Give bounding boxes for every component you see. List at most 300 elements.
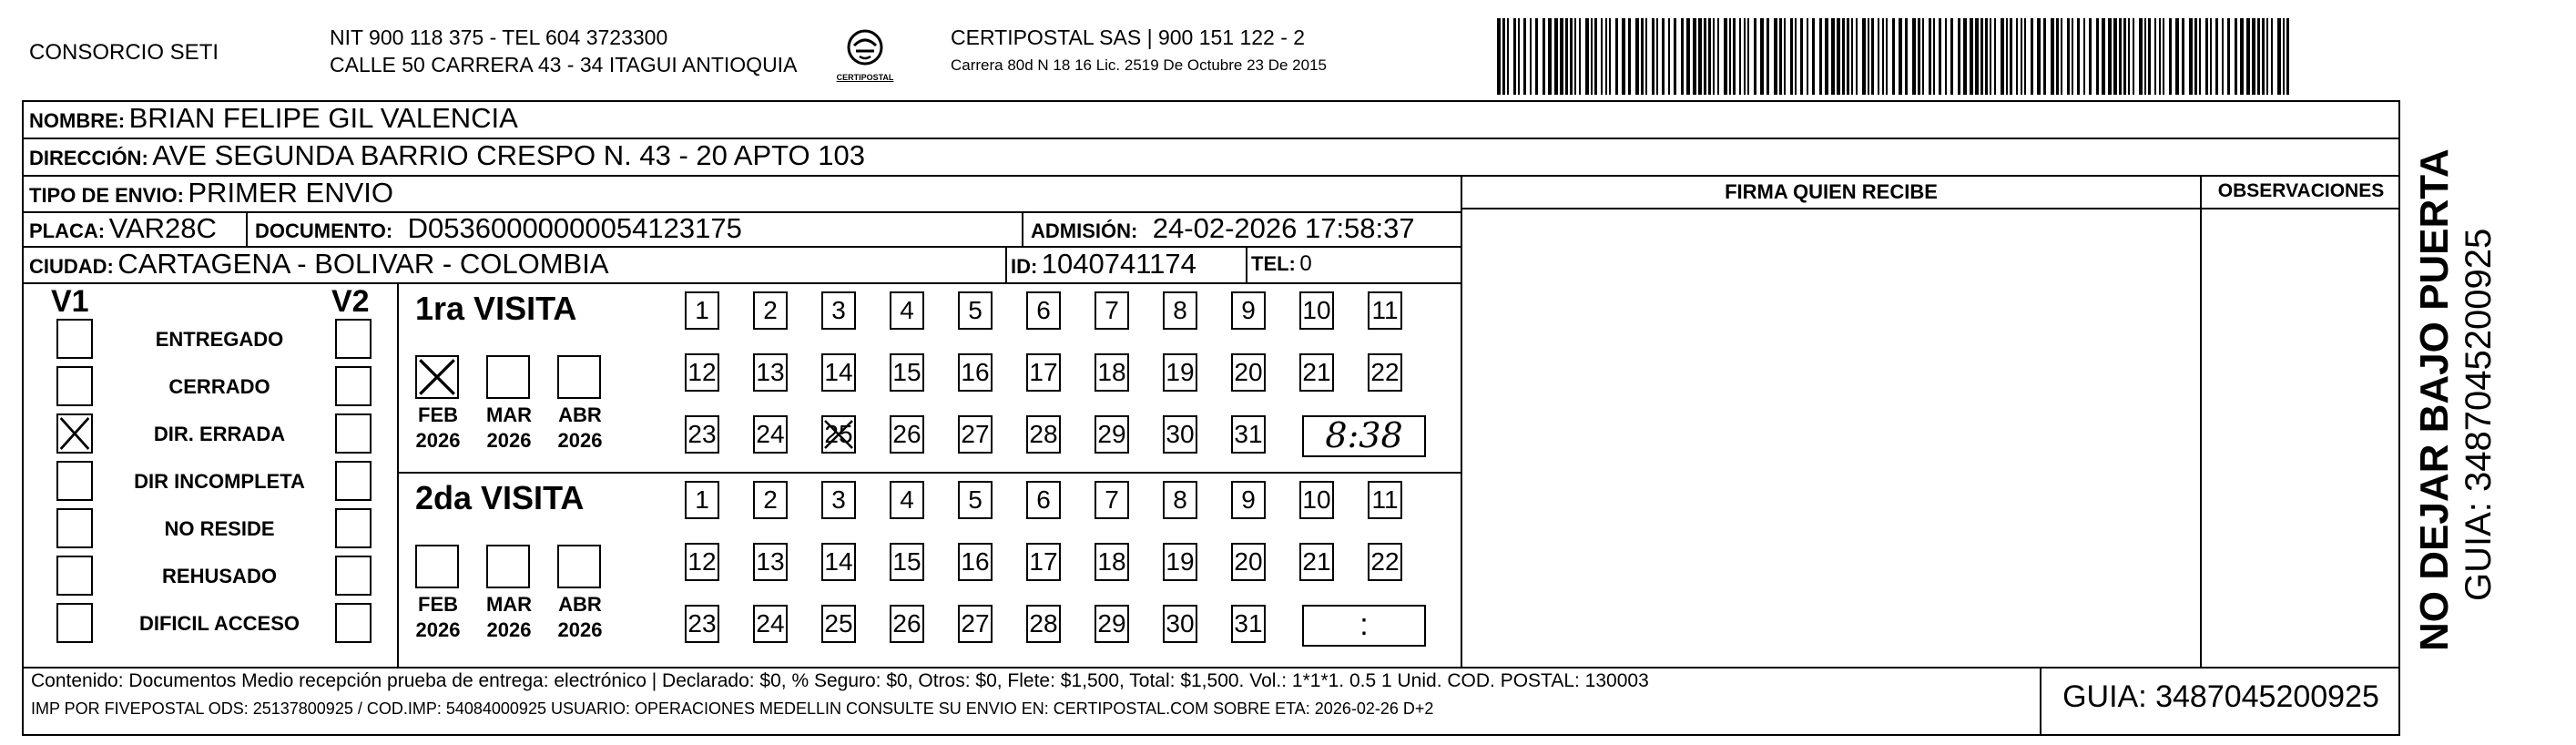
day-number: 3 — [831, 296, 846, 324]
status-option-label: ENTREGADO — [155, 328, 284, 351]
barcode-bar — [1856, 18, 1858, 95]
time-value: 8:38 — [1325, 415, 1403, 455]
day-number: 17 — [1029, 358, 1058, 386]
month-name: MAR — [485, 593, 533, 616]
barcode-bar — [1543, 18, 1545, 95]
side-guia: GUIA: 3487045200925 — [2459, 228, 2499, 601]
day-number: 7 — [1105, 485, 1119, 514]
day-box[interactable] — [753, 353, 788, 392]
day-number: 7 — [1105, 296, 1119, 324]
barcode-bar — [2210, 18, 2212, 95]
barcode-bar — [2205, 18, 2208, 95]
barcode-bar — [1795, 18, 1797, 95]
barcode-bar — [1933, 18, 1935, 95]
visit-title: 1ra VISITA — [415, 290, 577, 327]
day-box[interactable] — [685, 353, 719, 392]
day-box[interactable] — [1095, 415, 1129, 454]
day-number: 22 — [1370, 358, 1400, 386]
barcode-bar — [1807, 18, 1808, 95]
barcode-bar — [1585, 18, 1589, 95]
barcode-bar — [2283, 18, 2285, 95]
day-box[interactable] — [1026, 605, 1061, 643]
barcode-bar — [2083, 18, 2085, 95]
barcode-bar — [1601, 18, 1603, 95]
barcode-bar — [2108, 18, 2112, 95]
barcode-bar — [1662, 18, 1665, 95]
day-box[interactable] — [685, 291, 719, 330]
tipo-row — [29, 177, 393, 209]
day-number: 19 — [1166, 547, 1195, 576]
barcode-bar — [1912, 18, 1916, 95]
barcode-bar — [1530, 18, 1532, 95]
day-box[interactable] — [1095, 291, 1129, 330]
day-number: 16 — [961, 358, 990, 386]
day-box[interactable] — [685, 481, 719, 519]
day-box[interactable] — [821, 291, 856, 330]
day-number: 15 — [892, 547, 921, 576]
barcode-bar — [1980, 18, 1983, 95]
day-number: 10 — [1302, 296, 1331, 324]
id-label: ID: — [1011, 255, 1038, 278]
barcode-bar — [1497, 18, 1501, 95]
barcode-bar — [2133, 18, 2134, 95]
admision-value: 24-02-2026 17:58:37 — [1152, 212, 1415, 244]
day-number: 4 — [900, 485, 914, 514]
day-box[interactable] — [1163, 543, 1197, 581]
day-box[interactable] — [821, 543, 856, 581]
day-number: 13 — [756, 358, 785, 386]
barcode-bar — [2010, 18, 2012, 95]
day-box[interactable] — [753, 543, 788, 581]
day-box[interactable] — [821, 481, 856, 519]
barcode-bar — [1548, 18, 1552, 95]
day-number: 25 — [824, 420, 853, 448]
day-box[interactable] — [958, 605, 993, 643]
day-box[interactable] — [1368, 353, 1402, 392]
barcode-bar — [2148, 18, 2151, 95]
placa-value: VAR28C — [108, 212, 217, 244]
month-checkbox[interactable] — [486, 355, 530, 399]
day-box[interactable] — [890, 481, 924, 519]
day-number: 19 — [1166, 358, 1195, 386]
day-number: 29 — [1097, 420, 1126, 448]
day-box[interactable] — [1368, 543, 1402, 581]
day-number: 27 — [961, 420, 990, 448]
barcode-bar — [1812, 18, 1815, 95]
barcode-bar — [2194, 18, 2197, 95]
day-number: 6 — [1036, 296, 1051, 324]
day-box[interactable] — [890, 353, 924, 392]
day-number: 8 — [1173, 296, 1187, 324]
direccion-value: AVE SEGUNDA BARRIO CRESPO N. 43 - 20 APTO 103 — [152, 139, 865, 171]
barcode-bar — [1970, 18, 1973, 95]
day-number: 13 — [756, 547, 785, 576]
barcode-bar — [2182, 18, 2184, 95]
day-number: 1 — [695, 296, 709, 324]
day-number: 25 — [824, 609, 853, 638]
barcode-bar — [1605, 18, 1607, 95]
barcode-bar — [1591, 18, 1593, 95]
time-value: : — [1359, 607, 1369, 642]
barcode-bar — [1693, 18, 1696, 95]
barcode-bar — [1878, 18, 1879, 95]
day-box[interactable] — [1299, 481, 1334, 519]
day-box[interactable] — [1231, 481, 1266, 519]
day-number: 6 — [1036, 485, 1051, 514]
barcode-bar — [2037, 18, 2041, 95]
day-number: 23 — [687, 609, 717, 638]
day-number: 2 — [763, 296, 778, 324]
barcode-bar — [1747, 18, 1749, 95]
day-box[interactable] — [1231, 543, 1266, 581]
barcode-bar — [2286, 18, 2289, 95]
barcode-bar — [2144, 18, 2146, 95]
day-box[interactable] — [1026, 353, 1061, 392]
barcode-bar — [1565, 18, 1568, 95]
month-label — [408, 592, 468, 643]
barcode-bar — [1704, 18, 1706, 95]
day-box[interactable] — [890, 543, 924, 581]
day-number: 22 — [1370, 547, 1400, 576]
day-number: 24 — [756, 420, 785, 448]
barcode-bar — [1554, 18, 1558, 95]
day-number: 17 — [1029, 547, 1058, 576]
barcode-bar — [1708, 18, 1711, 95]
barcode-bar — [1622, 18, 1625, 95]
day-box[interactable] — [1026, 543, 1061, 581]
barcode-bar — [1784, 18, 1786, 95]
barcode-bar — [1975, 18, 1979, 95]
day-box[interactable] — [685, 605, 719, 643]
month-year: 2026 — [557, 618, 603, 641]
observaciones-header: OBSERVACIONES — [2217, 180, 2385, 201]
day-number: 28 — [1029, 609, 1058, 638]
status-option-label: DIR. ERRADA — [153, 423, 286, 445]
nombre-row — [29, 102, 518, 135]
direccion-label: DIRECCIÓN: — [29, 147, 148, 169]
day-box[interactable] — [1368, 291, 1402, 330]
certipostal-logo — [827, 26, 903, 96]
day-number: 14 — [824, 547, 853, 576]
barcode-bar — [1713, 18, 1715, 95]
day-box[interactable] — [1231, 291, 1266, 330]
footer-guia: GUIA: 3487045200925 — [2062, 679, 2379, 714]
day-number: 12 — [687, 547, 717, 576]
day-number: 9 — [1241, 296, 1256, 324]
barcode-bar — [1570, 18, 1573, 95]
visit-title: 2da VISITA — [415, 479, 585, 516]
barcode-bar — [2043, 18, 2046, 95]
barcode-bar — [1825, 18, 1828, 95]
barcode-bar — [1729, 18, 1731, 95]
barcode-bar — [2246, 18, 2250, 95]
barcode-bar — [1733, 18, 1736, 95]
day-number: 21 — [1302, 547, 1331, 576]
barcode-bar — [1513, 18, 1516, 95]
day-box[interactable] — [1368, 481, 1402, 519]
barcode-bar — [2240, 18, 2244, 95]
logo-text: CERTIPOSTAL — [836, 73, 894, 82]
barcode-bar — [1774, 18, 1777, 95]
barcode-bar — [2199, 18, 2201, 95]
barcode-bar — [2113, 18, 2117, 95]
ciudad-row — [29, 248, 609, 281]
barcode-bar — [2016, 18, 2018, 95]
day-box[interactable] — [958, 353, 993, 392]
id-cell — [1011, 248, 1196, 281]
month-year: 2026 — [557, 429, 603, 452]
admision-cell — [1031, 212, 1415, 245]
barcode-bar — [2227, 18, 2230, 95]
v2-header: V2 — [331, 284, 370, 319]
barcode-bar — [2257, 18, 2260, 95]
day-number: 28 — [1029, 420, 1058, 448]
day-box[interactable] — [1163, 481, 1197, 519]
time-field[interactable] — [1302, 605, 1426, 647]
day-number: 31 — [1234, 609, 1263, 638]
tipo-value: PRIMER ENVIO — [188, 177, 394, 209]
day-box[interactable] — [1299, 543, 1334, 581]
barcode-bar — [1767, 18, 1769, 95]
barcode-bar — [1739, 18, 1741, 95]
day-box[interactable] — [1231, 353, 1266, 392]
nombre-label: NOMBRE: — [29, 109, 126, 132]
day-box[interactable] — [1231, 605, 1266, 643]
barcode-bar — [1994, 18, 1996, 95]
barcode-bar — [2277, 18, 2281, 95]
barcode-bar — [1744, 18, 1746, 95]
barcode-bar — [1523, 18, 1526, 95]
day-box[interactable] — [753, 415, 788, 454]
barcode-bar — [1882, 18, 1884, 95]
status-option-label: CERRADO — [168, 375, 270, 398]
day-number: 26 — [892, 609, 921, 638]
day-number: 10 — [1302, 485, 1331, 514]
barcode-bar — [2189, 18, 2193, 95]
day-box[interactable] — [753, 481, 788, 519]
day-number: 18 — [1097, 358, 1126, 386]
barcode-bar — [2067, 18, 2070, 95]
day-number: 23 — [687, 420, 717, 448]
day-box[interactable] — [821, 605, 856, 643]
month-checkbox[interactable] — [415, 355, 459, 399]
month-year: 2026 — [415, 618, 461, 641]
documento-value: D05360000000054123175 — [407, 212, 742, 244]
barcode-bar — [1635, 18, 1639, 95]
day-box[interactable] — [1231, 415, 1266, 454]
month-year: 2026 — [415, 429, 461, 452]
day-box[interactable] — [890, 291, 924, 330]
barcode-bar — [1502, 18, 1505, 95]
month-checkbox[interactable] — [557, 545, 601, 588]
barcode-bar — [1686, 18, 1690, 95]
day-box[interactable] — [821, 353, 856, 392]
placa-label: PLACA: — [29, 219, 106, 242]
day-box[interactable] — [1163, 291, 1197, 330]
barcode-bar — [2128, 18, 2130, 95]
barcode-bar — [1698, 18, 1702, 95]
barcode-bar — [1754, 18, 1756, 95]
barcode-bar — [1945, 18, 1947, 95]
day-number: 15 — [892, 358, 921, 386]
month-name: FEB — [418, 593, 458, 616]
day-box[interactable] — [753, 605, 788, 643]
day-number: 31 — [1234, 420, 1263, 448]
day-box[interactable] — [1095, 481, 1129, 519]
barcode-bar — [1862, 18, 1866, 95]
day-number: 4 — [900, 296, 914, 324]
barcode-bar — [2252, 18, 2255, 95]
footer-contenido: Contenido: Documentos Medio recepción prueba de entrega: electrónico | Declarado: $0, % Seguro: $0, Otros: $0, Flete: $1,500, Total: $1,500. Vol.: 1*1*1. 0.5 1 Unid. COD. POSTAL: 130003 — [31, 670, 1649, 691]
day-number: 12 — [687, 358, 717, 386]
day-box[interactable] — [958, 543, 993, 581]
barcode-bar — [1842, 18, 1845, 95]
day-box[interactable] — [685, 415, 719, 454]
barcode-bar — [1641, 18, 1644, 95]
day-number: 21 — [1302, 358, 1331, 386]
day-box[interactable] — [1299, 353, 1334, 392]
barcode-bar — [1899, 18, 1902, 95]
day-box[interactable] — [821, 415, 856, 454]
firma-header: FIRMA QUIEN RECIBE — [1725, 180, 1938, 203]
day-box[interactable] — [1095, 353, 1129, 392]
barcode-bar — [1507, 18, 1509, 95]
placa-row — [29, 212, 217, 245]
barcode-bar — [1615, 18, 1618, 95]
day-number: 27 — [961, 609, 990, 638]
barcode-bar — [1518, 18, 1520, 95]
barcode-bar — [1535, 18, 1538, 95]
month-label — [479, 592, 539, 643]
barcode-bar — [2021, 18, 2022, 95]
status-option-label: DIFICIL ACCESO — [138, 612, 300, 635]
barcode-bar — [2235, 18, 2237, 95]
barcode-bar — [1871, 18, 1874, 95]
month-label — [479, 403, 539, 454]
day-number: 11 — [1371, 485, 1399, 514]
barcode-bar — [1958, 18, 1960, 95]
barcode-bar — [2077, 18, 2080, 95]
barcode-bar — [2159, 18, 2161, 95]
month-name: FEB — [418, 403, 458, 426]
barcode-bar — [1950, 18, 1953, 95]
day-box[interactable] — [958, 481, 993, 519]
month-checkbox[interactable] — [486, 545, 530, 588]
barcode-bar — [1579, 18, 1581, 95]
month-name: MAR — [485, 403, 533, 426]
day-number: 9 — [1241, 485, 1256, 514]
day-box[interactable] — [685, 543, 719, 581]
barcode-bar — [1717, 18, 1719, 95]
day-number: 2 — [763, 485, 778, 514]
barcode-bar — [1668, 18, 1670, 95]
barcode-bar — [1831, 18, 1835, 95]
day-box[interactable] — [1095, 605, 1129, 643]
time-field[interactable] — [1302, 415, 1426, 457]
ciudad-value: CARTAGENA - BOLIVAR - COLOMBIA — [117, 248, 609, 280]
tel-label: TEL: — [1251, 252, 1296, 275]
day-box[interactable] — [1299, 291, 1334, 330]
day-number: 11 — [1371, 296, 1399, 324]
barcode-bar — [1990, 18, 1991, 95]
barcode-bar — [2262, 18, 2265, 95]
nombre-value: BRIAN FELIPE GIL VALENCIA — [128, 102, 518, 134]
barcode-bar — [1939, 18, 1941, 95]
tipo-label: TIPO DE ENVIO: — [29, 184, 184, 207]
day-box[interactable] — [1026, 481, 1061, 519]
day-number: 5 — [968, 485, 983, 514]
month-year: 2026 — [486, 429, 532, 452]
barcode-bar — [1819, 18, 1822, 95]
barcode-bar — [1800, 18, 1803, 95]
barcode-bar — [2056, 18, 2059, 95]
month-checkbox[interactable] — [557, 355, 601, 399]
day-box[interactable] — [1026, 291, 1061, 330]
barcode-bar — [2163, 18, 2164, 95]
day-box[interactable] — [958, 291, 993, 330]
barcode-bar — [2031, 18, 2033, 95]
month-label — [550, 403, 610, 454]
barcode-bar — [2119, 18, 2122, 95]
barcode-bar — [1760, 18, 1764, 95]
barcode-bar — [2271, 18, 2273, 95]
barcode-bar — [2222, 18, 2224, 95]
month-label — [408, 403, 468, 454]
day-box[interactable] — [1163, 605, 1197, 643]
barcode-bar — [1905, 18, 1908, 95]
carrier-line: CERTIPOSTAL SAS | 900 151 122 - 2 — [951, 26, 1306, 49]
day-box[interactable] — [753, 291, 788, 330]
barcode-bar — [1790, 18, 1793, 95]
barcode-bar — [1594, 18, 1597, 95]
barcode-bar — [2123, 18, 2126, 95]
direccion-row — [29, 139, 865, 172]
day-number: 14 — [824, 358, 853, 386]
day-number: 8 — [1173, 485, 1187, 514]
barcode-bar — [2102, 18, 2105, 95]
barcode-bar — [1985, 18, 1988, 95]
day-box[interactable] — [890, 415, 924, 454]
tel-value: 0 — [1299, 251, 1312, 276]
day-box[interactable] — [1163, 353, 1197, 392]
barcode-bar — [1929, 18, 1931, 95]
day-box[interactable] — [1163, 415, 1197, 454]
barcode-bar — [2024, 18, 2026, 95]
barcode-bar — [2175, 18, 2179, 95]
month-name: ABR — [558, 403, 602, 426]
barcode-bar — [1656, 18, 1658, 95]
status-option-label: DIR INCOMPLETA — [134, 470, 305, 493]
barcode-bar — [1628, 18, 1631, 95]
barcode-bar — [1918, 18, 1920, 95]
month-checkbox[interactable] — [415, 545, 459, 588]
day-box[interactable] — [958, 415, 993, 454]
day-box[interactable] — [890, 605, 924, 643]
v1-header: V1 — [51, 284, 89, 319]
barcode — [1497, 18, 2294, 95]
month-year: 2026 — [486, 618, 532, 641]
day-number: 30 — [1166, 420, 1195, 448]
barcode-bar — [2006, 18, 2008, 95]
barcode-bar — [1681, 18, 1684, 95]
documento-label: DOCUMENTO: — [255, 219, 393, 242]
barcode-bar — [1963, 18, 1967, 95]
day-box[interactable] — [1026, 415, 1061, 454]
month-label — [550, 592, 610, 643]
day-box[interactable] — [1095, 543, 1129, 581]
side-notice: NO DEJAR BAJO PUERTA — [2412, 148, 2457, 651]
id-value: 1040741174 — [1041, 248, 1196, 280]
